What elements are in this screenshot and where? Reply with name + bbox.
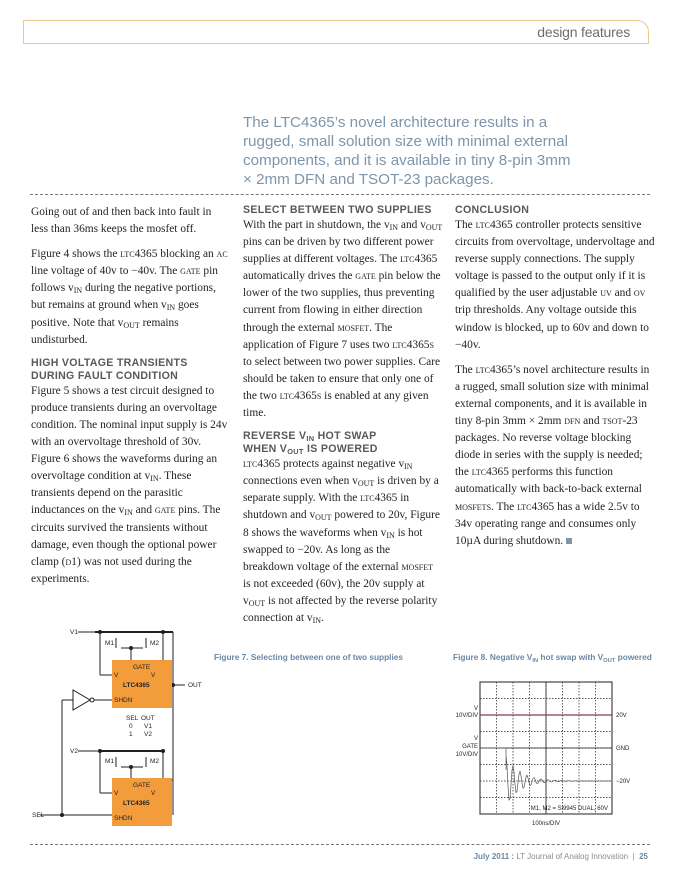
svg-text:V: V [114, 790, 119, 797]
svg-text:GND: GND [616, 746, 630, 752]
svg-text:M1, M2 = Si9945 DUAL, 60V: M1, M2 = Si9945 DUAL, 60V [530, 806, 608, 812]
svg-text:V2: V2 [144, 731, 152, 738]
svg-text:GATE: GATE [133, 664, 151, 671]
svg-text:V: V [151, 790, 156, 797]
figure-8-scope [448, 675, 658, 835]
section-header-bar [23, 20, 649, 44]
section-heading: CONCLUSION [455, 204, 530, 216]
section-heading: HIGH VOLTAGE TRANSIENTS DURING FAULT CONDITION [31, 356, 188, 382]
svg-text:SEL: SEL [126, 715, 139, 722]
svg-text:V1: V1 [144, 723, 152, 730]
paragraph: Figure 4 shows the ltc4365 blocking an ac line voltage of 40v to −40v. The gate pin follows $v_{IN}$ during the negative portions, but remains at ground when $v_{IN}$ goes positive. Note that $v_{OUT}$ remains undisturbed. [31, 248, 228, 346]
svg-text:V: V [114, 672, 119, 679]
paragraph: The ltc4365’s novel architecture results in a rugged, small solution size with minimal external components, and it is available in tiny 8-pin 3mm × 2mm dfn and tsot-23 packages. No reverse voltage blocking diode in series with the supply is needed; the ltc4365 performs this function automatically with back-to-back external mosfets. The ltc4365 has a wide 2.5v to 34v operating range and consumes only 10µA during shutdown. [455, 363, 650, 547]
svg-text:20V: 20V [616, 713, 627, 719]
svg-text:V1: V1 [70, 629, 78, 636]
svg-text:M1: M1 [105, 640, 115, 647]
svg-text:OUT: OUT [188, 682, 202, 689]
svg-text:V: V [473, 736, 478, 742]
footer: July 2011 : LT Journal of Analog Innovation | 25 [473, 852, 648, 861]
svg-text:V2: V2 [70, 748, 78, 755]
figure-7-schematic [20, 620, 220, 835]
svg-text:M2: M2 [150, 758, 160, 765]
svg-text:V: V [151, 672, 156, 679]
section-heading: SELECT BETWEEN TWO SUPPLIES [243, 204, 432, 216]
svg-text:LTC4365: LTC4365 [123, 800, 150, 807]
svg-text:−20V: −20V [616, 779, 631, 785]
svg-text:SEL: SEL [32, 812, 45, 819]
svg-text:M2: M2 [150, 640, 160, 647]
pull-quote: The LTC4365’s novel architecture results in a rugged, small solution size with minimal external components, and it is available in tiny 8-pin 3mm × 2mm DFN and TSOT-23 packages. [243, 114, 571, 188]
paragraph: The ltc4365 controller protects sensitive circuits from overvoltage, undervoltage and reverse supply connections. The supply voltage is passed to the output only if it is qualified by the user adjustable uv and ov trip thresholds. Any voltage outside this window is blocked, up to 60v and down to −40v. [455, 219, 655, 351]
svg-text:M1: M1 [105, 758, 115, 765]
svg-text:100ns/DIV: 100ns/DIV [531, 821, 561, 827]
section-heading: REVERSE $V_{IN}$ HOT SWAP WHEN $V_{OUT}$ IS POWERED [243, 430, 378, 457]
svg-text:0: 0 [129, 723, 133, 730]
figure-7-caption: Figure 7. Selecting between one of two supplies [214, 652, 404, 662]
svg-text:LTC4365: LTC4365 [123, 682, 150, 689]
svg-text:1: 1 [129, 731, 133, 738]
divider-bottom [30, 844, 650, 845]
paragraph: With the part in shutdown, the $v_{IN}$ and $v_{OUT}$ pins can be driven by two different power supplies at different voltages. The ltc4365 automatically drives the gate pin below the lower of the two supplies, thus preventing current from flowing in either direction through the external mosfet. The application of Figure 7 uses two ltc4365s to select between two power supplies. Care should be taken to ensure that only one of the two ltc4365s is enabled at any given time. [243, 219, 443, 420]
svg-text:SHDN: SHDN [114, 815, 133, 822]
section-label: design features [537, 24, 630, 40]
svg-text:V: V [473, 706, 478, 712]
divider-top [30, 194, 650, 195]
paragraph: Figure 5 shows a test circuit designed to produce transients during an overvoltage condition. The nominal input supply is 24v with an overvoltage threshold of 30v. Figure 6 shows the waveforms during an overvoltage condition at $v_{IN}$. These transients depend on the parasitic inductances on the $v_{IN}$ and gate pins. The circuits survived the transients without damage, even though the optional power clamp (d1) was not used during the experiments. [31, 384, 228, 585]
svg-text:OUT: OUT [141, 715, 155, 722]
column-3 [455, 204, 655, 558]
svg-text:SHDN: SHDN [114, 697, 133, 704]
svg-text:10V/DIV: 10V/DIV [455, 713, 478, 719]
svg-text:GATE: GATE [462, 744, 478, 750]
paragraph: ltc4365 protects against negative $v_{IN}$ connections even when $v_{OUT}$ is driven by a separate supply. With the ltc4365 in shutdown and $v_{OUT}$ powered to 20v, Figure 8 shows the waveforms when $v_{IN}$ is hot swapped to −20v. As long as the breakdown voltage of the external mosfet is not exceeded (60v), the 20v supply at $v_{OUT}$ is not affected by the reverse polarity connection at $v_{IN}$. [243, 458, 440, 625]
svg-text:GATE: GATE [133, 782, 151, 789]
svg-text:10V/DIV: 10V/DIV [455, 752, 478, 758]
end-mark-icon [566, 538, 572, 544]
figure-8-caption: Figure 8. Negative $V_{IN}$ hot swap with $V_{OUT}$ powered [453, 652, 652, 664]
paragraph: Going out of and then back into fault in less than 36ms keeps the mosfet off. [31, 206, 212, 236]
column-2 [243, 204, 443, 635]
column-1 [31, 204, 231, 596]
